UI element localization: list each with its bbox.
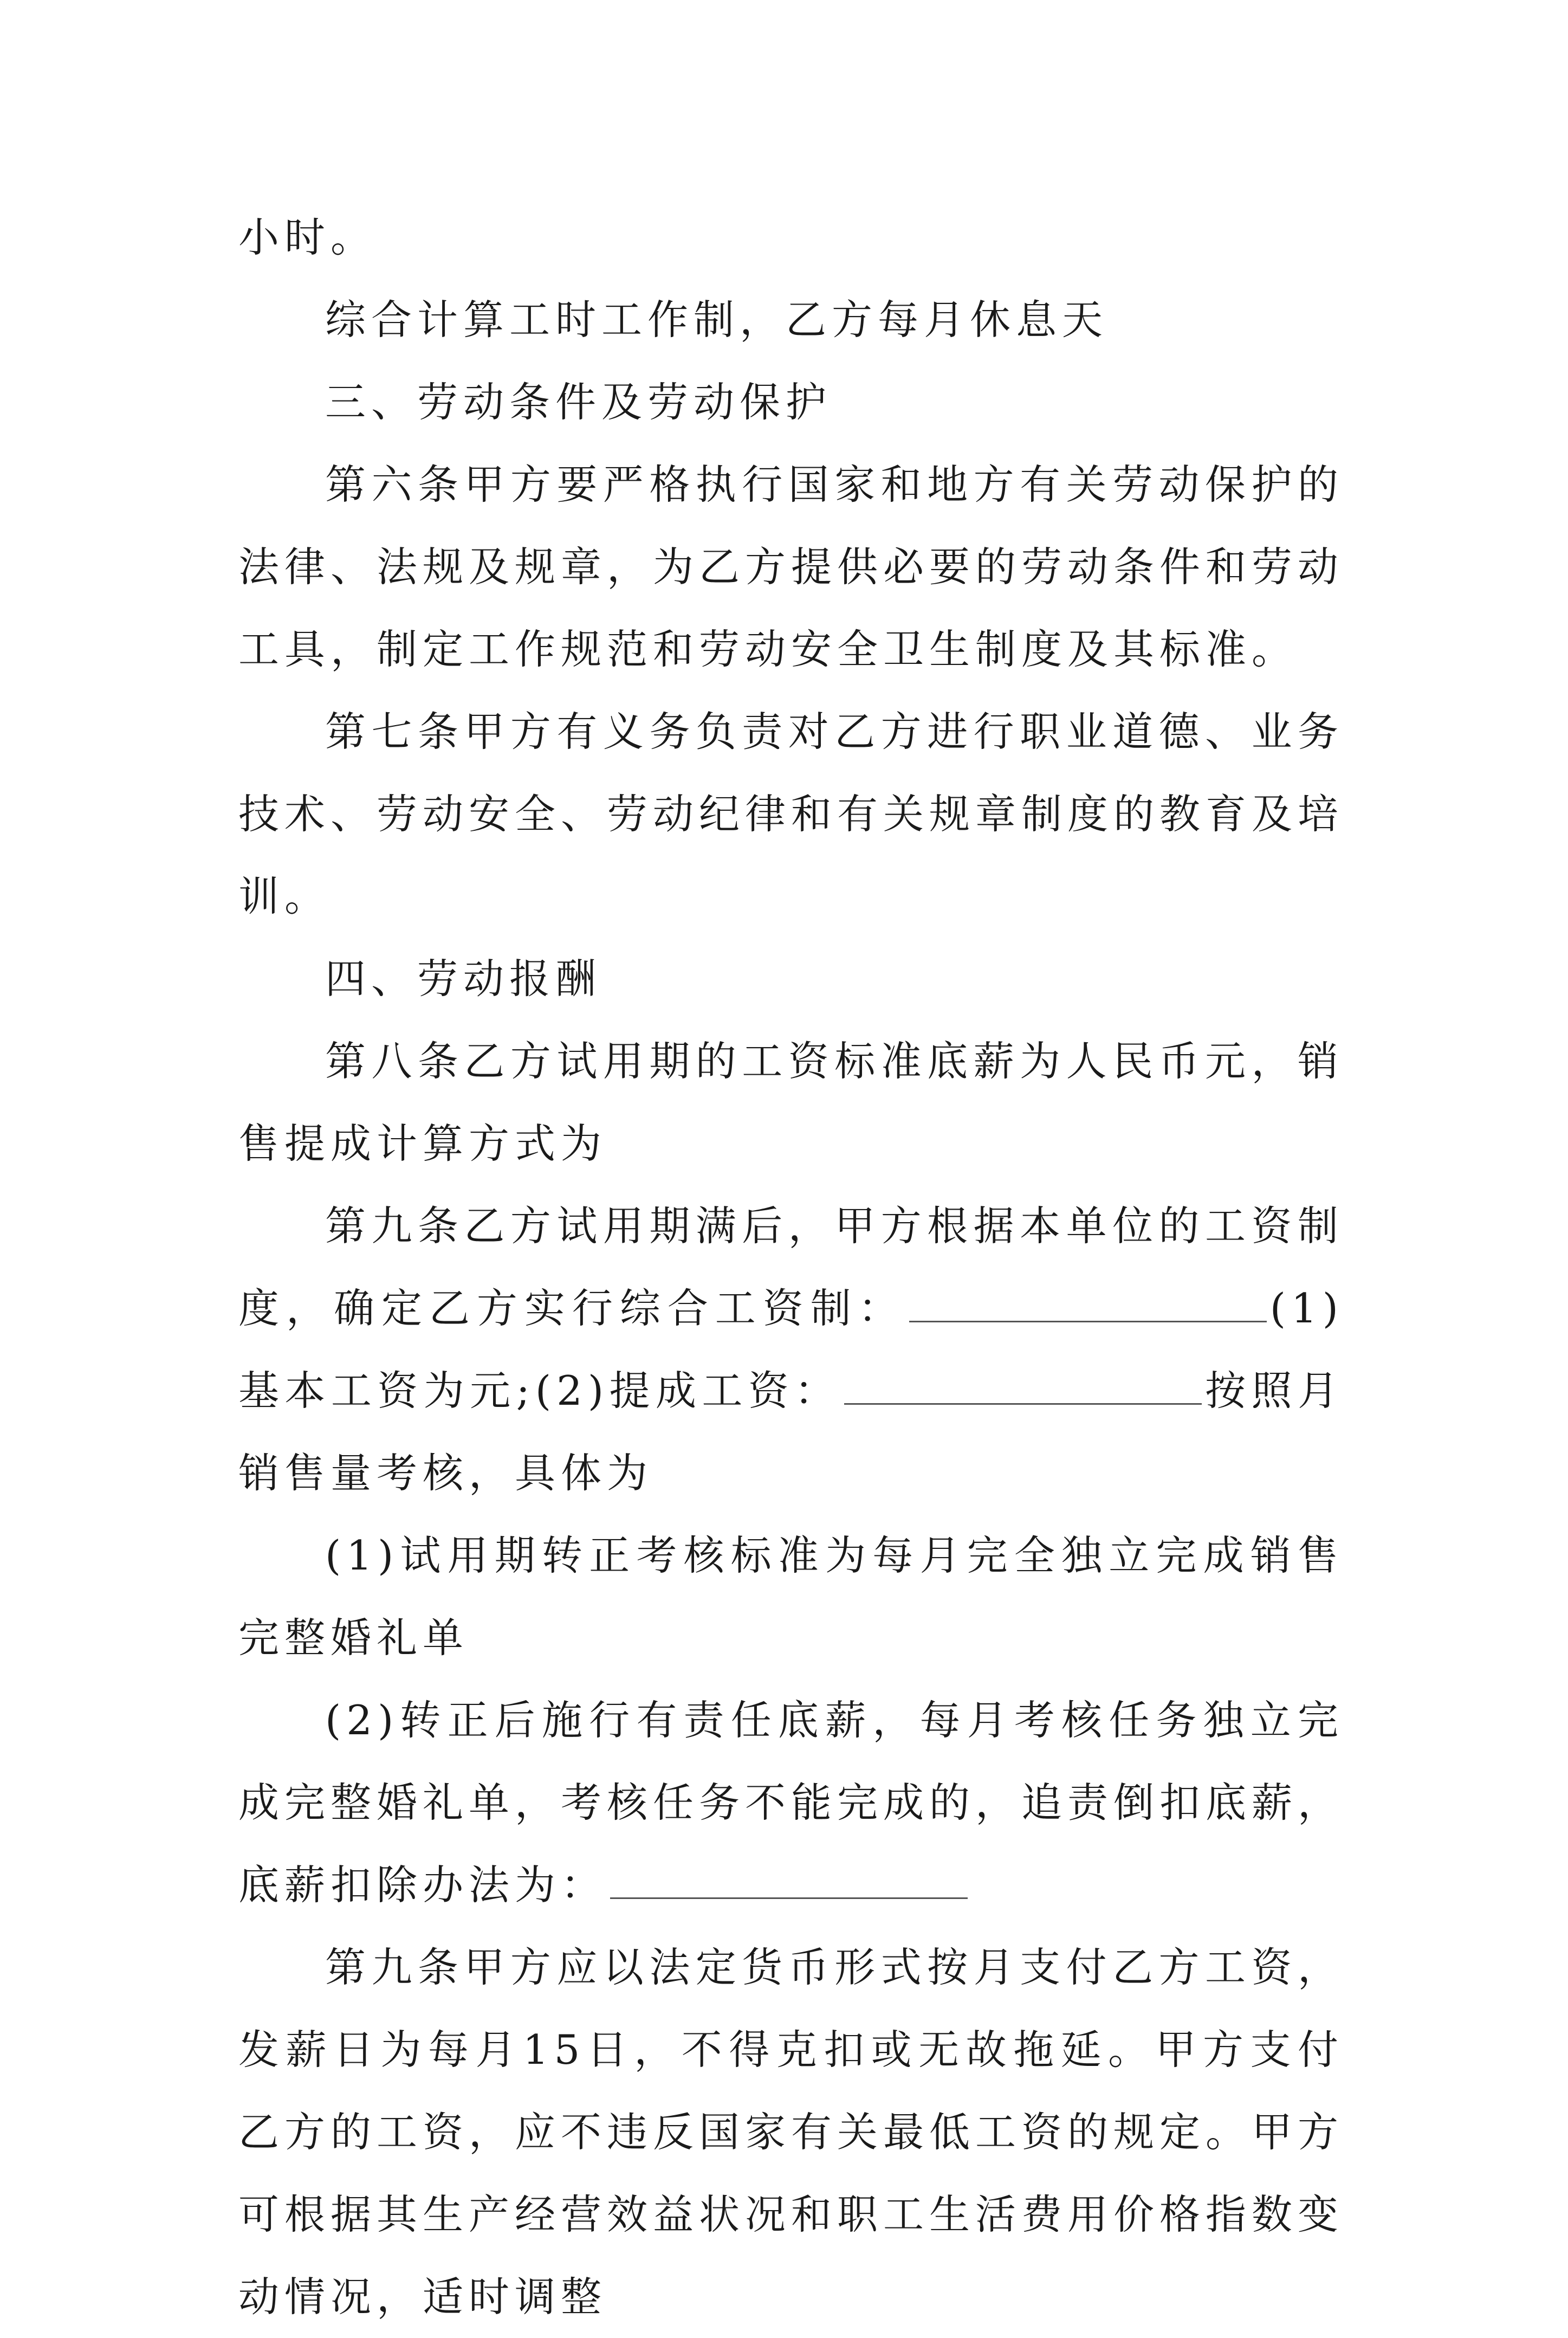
paragraph-article-8: 第八条乙方试用期的工资标准底薪为人民币元，销售提成计算方式为: [238, 1037, 1344, 1167]
paragraph-article-7: 第七条甲方有义务负责对乙方进行职业道德、业务技术、劳动安全、劳动纪律和有关规章制度的教育及培训。: [238, 708, 1344, 920]
paragraph-item-2-base-salary: [238, 1679, 1344, 1926]
article-9-text-part-1: 第九条乙方试用期满后，甲方根据本单位的工资制度，确定乙方实行综合工资制：: [238, 1202, 1344, 1332]
document-body: [238, 196, 1344, 2338]
article-9-text-part-3: 按照月销售量考核，具体为: [238, 1367, 1344, 1497]
fill-blank-line[interactable]: [909, 1283, 1267, 1322]
item-2-text: (2)转正后施行有责任底薪，每月考核任务独立完成完整婚礼单，考核任务不能完成的，追责倒扣底薪，底薪扣除办法为：: [238, 1696, 1344, 1909]
section-heading-remuneration: 四、劳动报酬: [325, 955, 602, 1003]
section-heading-labor-conditions: 三、劳动条件及劳动保护: [325, 378, 832, 426]
paragraph-hours-end: 小时。: [238, 214, 377, 261]
fill-blank-line[interactable]: [610, 1859, 968, 1899]
paragraph-item-1-probation: (1)试用期转正考核标准为每月完全独立完成销售完整婚礼单: [238, 1532, 1344, 1662]
paragraph-article-9-salary: [238, 1185, 1344, 1514]
paragraph-comprehensive-hours: 综合计算工时工作制，乙方每月休息天: [325, 296, 1109, 344]
article-9-text-part-2: (1)基本工资为元;(2)提成工资：: [238, 1284, 1344, 1415]
paragraph-article-6: 第六条甲方要严格执行国家和地方有关劳动保护的法律、法规及规章，为乙方提供必要的劳动条件和劳动工具，制定工作规范和劳动安全卫生制度及其标准。: [238, 461, 1344, 673]
paragraph-article-9-payment: 第九条甲方应以法定货币形式按月支付乙方工资，发薪日为每月15日，不得克扣或无故拖延。甲方支付乙方的工资，应不违反国家有关最低工资的规定。甲方可根据其生产经营效益状况和职工生活费用价格指数变动情况，适时调整: [238, 1943, 1344, 2321]
fill-blank-line[interactable]: [844, 1365, 1202, 1405]
